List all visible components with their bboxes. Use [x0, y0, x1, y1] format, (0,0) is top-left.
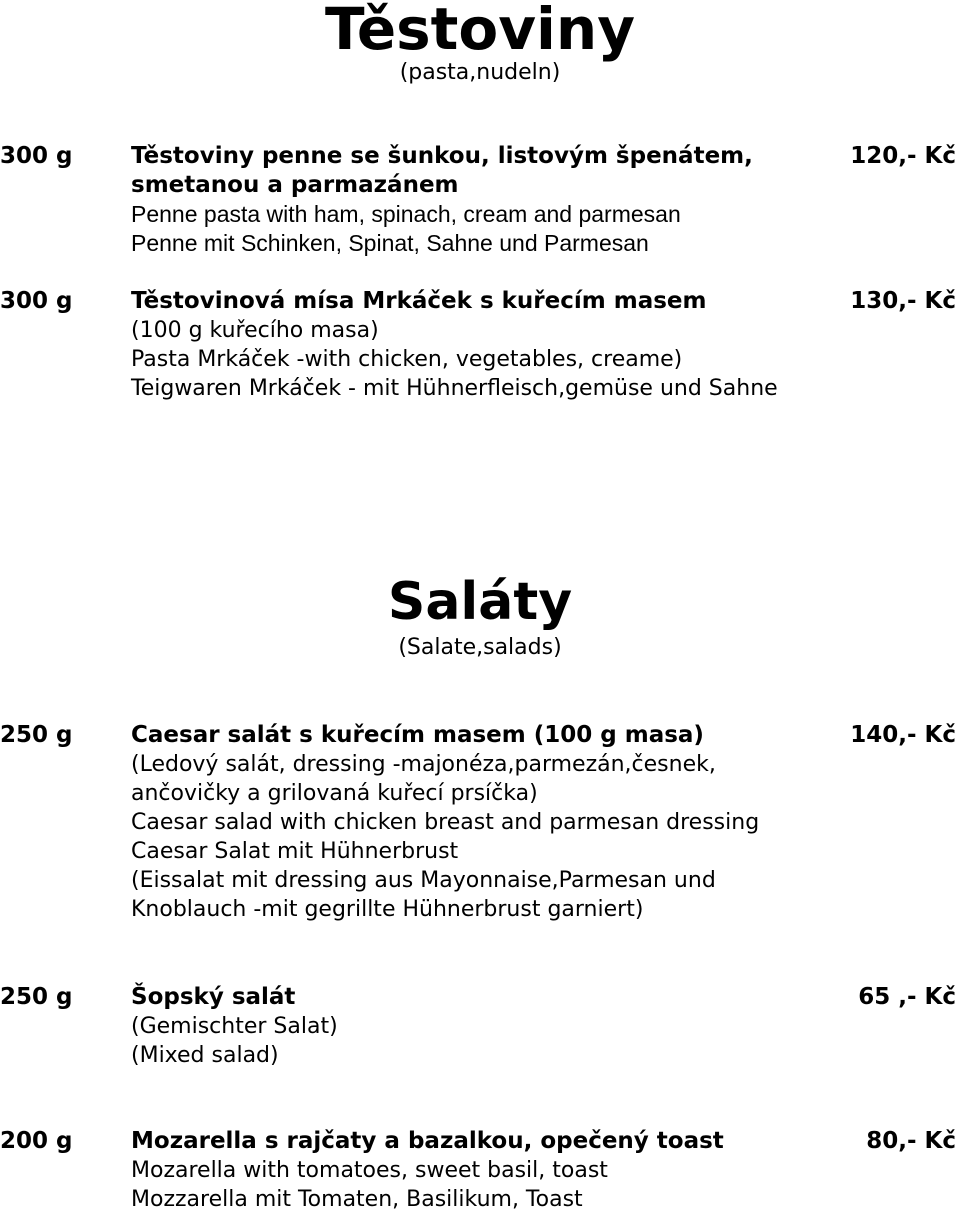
item-desc-de: Teigwaren Mrkáček - mit Hühnerfleisch,gemüse und Sahne: [131, 376, 778, 401]
item-name: Těstovinová mísa Mrkáček s kuřecím masem: [131, 288, 707, 314]
item-weight: 250 g: [0, 722, 73, 748]
item-description: [131, 983, 846, 1070]
item-desc-cz: (Ledový salát, dressing -majonéza,parmezán,česnek,: [131, 752, 716, 777]
item-price: 130,- Kč: [850, 288, 956, 314]
item-price: 65 ,- Kč: [858, 984, 956, 1010]
item-price: 120,- Kč: [850, 143, 956, 169]
section-subtitle-salaty: (Salate,salads): [398, 635, 562, 660]
item-name: Caesar salát s kuřecím masem (100 g masa): [131, 722, 704, 748]
item-desc-en: Caesar salad with chicken breast and parmesan dressing: [131, 810, 760, 835]
item-price: 80,- Kč: [866, 1128, 956, 1154]
item-name: Těstoviny penne se šunkou, listovým špenátem,: [131, 143, 753, 169]
item-desc-de: Penne mit Schinken, Spinat, Sahne und Parmesan: [131, 230, 649, 256]
item-desc-note: (100 g kuřecího masa): [131, 318, 379, 343]
item-weight: 200 g: [0, 1128, 73, 1154]
item-name-cont: smetanou a parmazánem: [131, 172, 459, 198]
item-description: [131, 287, 846, 403]
section-title-testoviny: Těstoviny: [324, 0, 636, 63]
item-desc-cz-cont: ančovičky a grilovaná kuřecí prsíčka): [131, 781, 538, 806]
item-weight: 300 g: [0, 143, 73, 169]
item-desc-de: Mozzarella mit Tomaten, Basilikum, Toast: [131, 1187, 583, 1212]
item-description: [131, 142, 846, 258]
item-name: Mozarella s rajčaty a bazalkou, opečený toast: [131, 1128, 724, 1154]
item-price: 140,- Kč: [850, 722, 956, 748]
item-desc-en: Pasta Mrkáček -with chicken, vegetables, creame): [131, 347, 683, 372]
item-desc-en: Penne pasta with ham, spinach, cream and parmesan: [131, 201, 681, 227]
section-subtitle-testoviny: (pasta,nudeln): [399, 60, 561, 85]
item-desc-en: Mozarella with tomatoes, sweet basil, toast: [131, 1158, 608, 1183]
item-weight: 300 g: [0, 288, 73, 314]
item-description: [131, 721, 846, 924]
item-weight: 250 g: [0, 984, 73, 1010]
item-desc-de: Caesar Salat mit Hühnerbrust: [131, 839, 459, 864]
item-desc-en: (Mixed salad): [131, 1043, 279, 1068]
item-description: [131, 1127, 846, 1214]
item-desc-de-detail: (Eissalat mit dressing aus Mayonnaise,Parmesan und: [131, 868, 716, 893]
section-title-salaty: Saláty: [387, 572, 573, 632]
item-desc-de: (Gemischter Salat): [131, 1014, 338, 1039]
item-name: Šopský salát: [131, 984, 296, 1010]
item-desc-de-detail-cont: Knoblauch -mit gegrillte Hühnerbrust garniert): [131, 897, 644, 922]
